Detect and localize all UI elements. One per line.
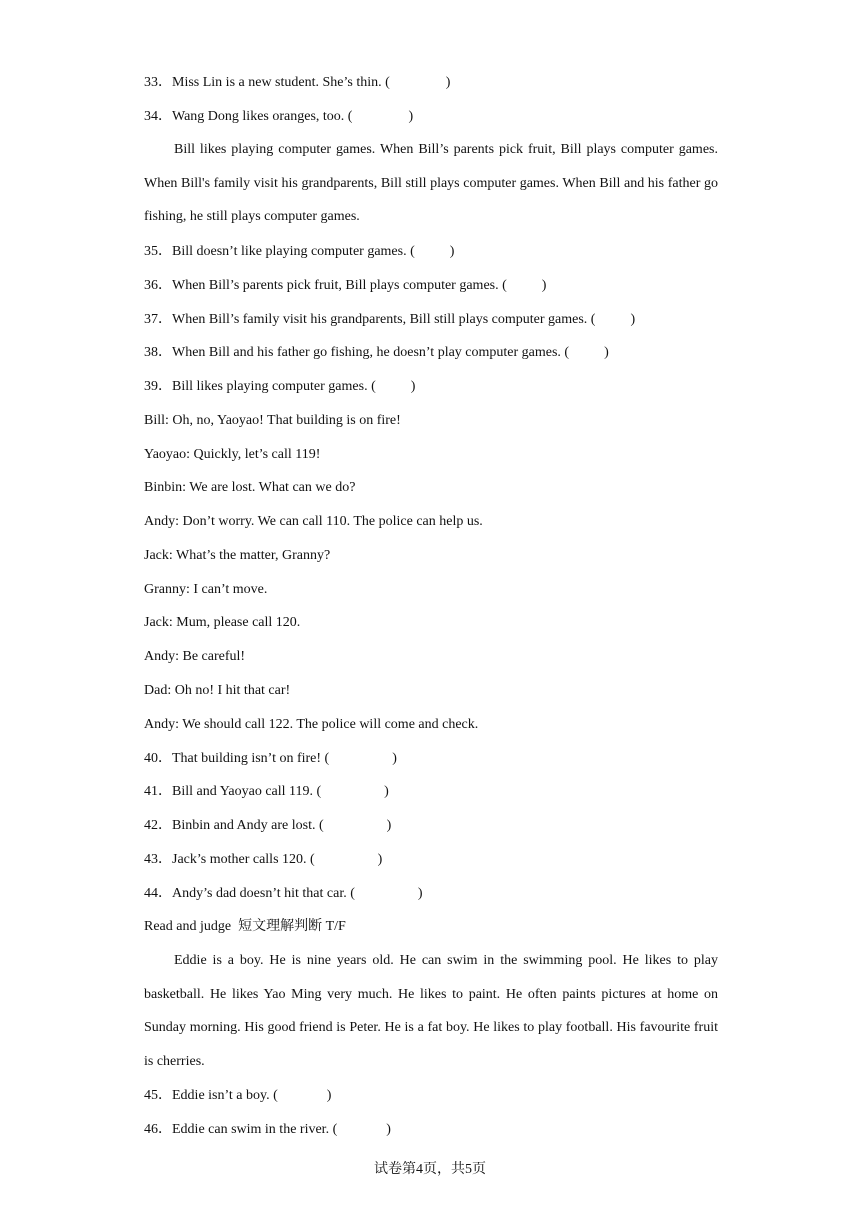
dialogue-line: Bill: Oh, no, Yaoyao! That building is on fire! [144, 413, 401, 428]
q38: 38．When Bill and his father go fishing, he doesn’t play computer games. ( ) [144, 345, 609, 360]
q43: 43．Jack’s mother calls 120. ( ) [144, 852, 383, 867]
q36: 36．When Bill’s parents pick fruit, Bill plays computer games. ( ) [144, 278, 547, 293]
dialogue-line: Binbin: We are lost. What can we do? [144, 480, 356, 495]
q46: 46．Eddie can swim in the river. ( ) [144, 1122, 391, 1137]
q40: 40．That building isn’t on fire! ( ) [144, 751, 397, 766]
q44: 44．Andy’s dad doesn’t hit that car. ( ) [144, 886, 423, 901]
dialogue-line: Yaoyao: Quickly, let’s call 119! [144, 447, 321, 462]
dialogue-line: Granny: I can’t move. [144, 582, 268, 597]
q33: 33．Miss Lin is a new student. She’s thin. ( ) [144, 75, 451, 90]
q34: 34．Wang Dong likes oranges, too. ( ) [144, 109, 414, 124]
q37: 37．When Bill’s family visit his grandparents, Bill still plays computer games. ( ) [144, 312, 636, 327]
dialogue-line: Andy: Don’t worry. We can call 110. The police can help us. [144, 514, 483, 529]
q39: 39．Bill likes playing computer games. ( ) [144, 379, 416, 394]
q41: 41．Bill and Yaoyao call 119. ( ) [144, 784, 389, 799]
passage-bill: Bill likes playing computer games. When Bill’s parents pick fruit, Bill plays computer games. When Bill's family visit his grandparents, Bill still plays computer games. When Bill and his father go fishing, he still plays computer games. [144, 142, 718, 225]
q42: 42．Binbin and Andy are lost. ( ) [144, 818, 392, 833]
dialogue-line: Andy: Be careful! [144, 649, 246, 664]
passage-eddie: Eddie is a boy. He is nine years old. He can swim in the swimming pool. He likes to play basketball. He likes Yao Ming very much. He likes to paint. He often paints pictures at home on Sunday morning. His good friend is Peter. He is a fat boy. He likes to play football. His favourite fruit is cherries. [144, 953, 718, 1070]
section-heading: Read and judge 短文理解判断 T/F [144, 919, 346, 934]
q35: 35．Bill doesn’t like playing computer games. ( ) [144, 244, 455, 259]
page-footer: 试卷第4页，共5页 [374, 1162, 486, 1177]
dialogue-line: Jack: What’s the matter, Granny? [144, 548, 331, 563]
dialogue-line: Dad: Oh no! I hit that car! [144, 683, 291, 698]
dialogue-line: Jack: Mum, please call 120. [144, 615, 301, 630]
q45: 45．Eddie isn’t a boy. ( ) [144, 1088, 332, 1103]
dialogue-line: Andy: We should call 122. The police will come and check. [144, 717, 479, 732]
